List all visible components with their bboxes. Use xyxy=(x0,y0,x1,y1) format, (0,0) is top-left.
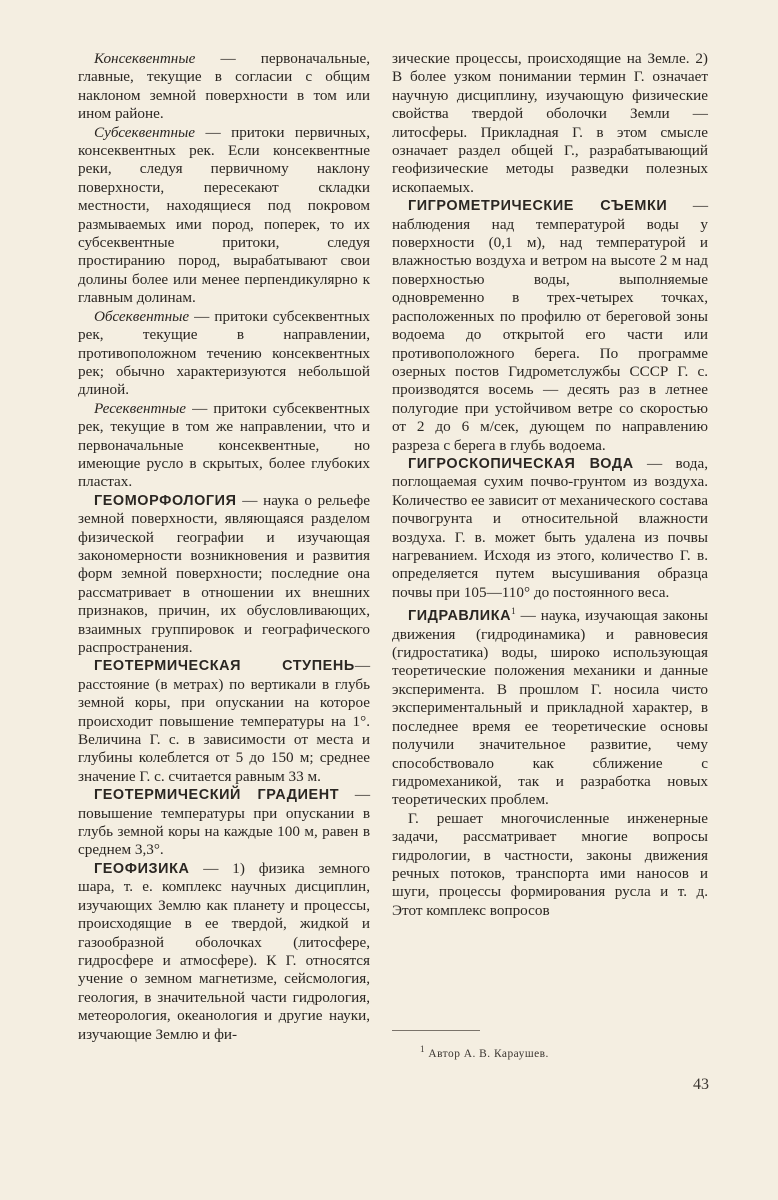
entry-term: Ресеквентные xyxy=(93,399,187,417)
entry-term: ГЕОТЕРМИЧЕСКАЯ СТУПЕНЬ xyxy=(93,658,355,675)
entry-geotermicheskaya-stupen xyxy=(78,657,370,786)
entry-gidravlika-paragraph-2: Г. решает многочисленные инженерные задачи, рассматривает многие вопросы гидрологии, в частности, законы движения речных потоков, транспорта ими наносов и шуги, процессы формирования русла и т. д. Этот комплекс вопросов xyxy=(392,809,708,919)
entry-term: Обсеквентные xyxy=(93,307,190,325)
footnote-mark: 1 xyxy=(420,1044,425,1054)
entry-geotermicheskiy-gradient xyxy=(78,786,370,860)
entry-resekventnye xyxy=(78,400,370,492)
entry-text: — повышение температуры при опускании в глубь земной коры на каждые 100 м, равен в среднем 3,3°. xyxy=(78,786,370,859)
footnote-text: Автор А. В. Караушев. xyxy=(428,1047,549,1060)
footnote-reference[interactable]: 1 xyxy=(511,606,516,617)
entry-term: Консеквентные xyxy=(93,50,196,67)
entry-term: ГЕОТЕРМИЧЕСКИЙ ГРАДИЕНТ xyxy=(93,787,340,804)
entry-geofizika-continued: зические процессы, происходящие на Земле. 2) В более узком понимании термин Г. означает научную дисциплину, изучающую физические свойства твердой оболочки Земли — литосферы. Прикладная Г. в этом смысле означает раздел общей Г., разрабатывающий геофизические методы разведки полезных ископаемых. xyxy=(392,50,708,196)
right-column xyxy=(392,50,708,920)
entry-geomorfologiya xyxy=(78,492,370,658)
entry-text: — наука, изучающая законы движения (гидродинамика) и равновесия (гидростатика) воды, широко использующая теоретические положения механики и данные эксперимента. В прошлом Г. носила чисто экспериментальный и прикладной характер, в последнее время ее теоретические основы получили значительное развитие, чему способствовало как сближение с гидромеханикой, так и разработка новых теоретических проблем. xyxy=(392,607,708,809)
entry-gigroskopicheskaya-voda xyxy=(392,455,708,602)
entry-text: — притоки первичных, консеквентных рек. Если консеквентные реки, следуя первичному наклону поверхности, пересекают складки местности, находящиеся под покровом размываемых ими пород, поперек, то их субсеквентные притоки, следуя простиранию пород, вырабатывают свои долины более или менее перпендикулярно к главным долинам. xyxy=(78,123,370,307)
entry-text: — 1) физика земного шара, т. е. комплекс научных дисциплин, изучающих Землю как планету и процессы, происходящие в ее твердой, жидкой и газообразной оболочках (литосфере, гидросфере и атмосфере). К Г. относятся учение о земном магнетизме, сейсмология, геология, в значительной части гидрология, метеорология, океанология и другие науки, изучающие Землю и фи- xyxy=(78,859,370,1043)
entry-text: — наблюдения над температурой воды у поверхности (0,1 м), над температурой и влажностью воздуха и ветром на высоте 2 м над поверхностью воды, выполняемые одновременно в трех-четырех точках, расположенных по профилю от береговой зоны водоема до открытой его части или противоположного берега. По программе озерных постов Гидрометслужбы СССР Г. с. производятся восемь — десять раз в летнее полугодие при устойчивом ветре со скоростью от 2 до 6 м/сек, дующем по направлению разреза с берега в глубь водоема. xyxy=(392,197,709,454)
page-number: 43 xyxy=(693,1076,709,1093)
left-column xyxy=(78,50,370,1044)
entry-text: — первоначальные, главные, текущие в согласии с общим наклоном земной поверхности в том или ином районе. xyxy=(78,50,370,123)
entry-text: — притоки субсеквентных рек, текущие в направлении, противоположном течению консеквентных рек; обычно характеризуются небольшой длиной. xyxy=(78,307,370,399)
entry-gidravlika xyxy=(392,602,708,810)
entry-text: — притоки субсеквентных рек, текущие в том же направлении, что и первоначальные консеквентные, но имеющие русло в скрытых, более глубоких пластах. xyxy=(78,399,370,491)
footnote-divider xyxy=(392,1030,480,1031)
entry-term: ГИДРАВЛИКА xyxy=(407,608,512,625)
entry-subsekventnye xyxy=(78,124,370,308)
entry-term: ГЕОФИЗИКА xyxy=(93,860,190,877)
entry-term: Субсеквентные xyxy=(93,123,196,141)
entry-text: — расстояние (в метрах) по вертикали в глубь земной коры, при опускании на которое происходит повышение температуры на 1°. Величина Г. с. в зависимости от места и глубины колеблется от 5 до 150 м; среднее значение Г. с. считается равным 33 м. xyxy=(78,657,370,785)
entry-text: — вода, поглощаемая сухим почво-грунтом из воздуха. Количество ее зависит от механического состава почвогрунта и относительной влажности воздуха. Г. в. может быть удалена из почвы нагреванием. Исходя из этого, количество Г. в. определяется путем высушивания образца почвы при 105—110° до постоянного веса. xyxy=(392,454,708,601)
entry-term: ГИГРОМЕТРИЧЕСКИЕ СЪЕМКИ xyxy=(407,198,668,215)
entry-term: ГЕОМОРФОЛОГИЯ xyxy=(93,492,237,509)
footnote xyxy=(420,1044,549,1060)
entry-geofizika xyxy=(78,860,370,1044)
entry-text: — наука о рельефе земной поверхности, являющаяся разделом физической географии и изучающая закономерности возникновения и развития форм земной поверхности; последние она рассматривает в отношении их внешних признаков, причин, их обусловливающих, взаимных группировок и географического распространения. xyxy=(78,491,370,656)
entry-konsekventnye xyxy=(78,50,370,124)
entry-term: ГИГРОСКОПИЧЕСКАЯ ВОДА xyxy=(407,455,634,472)
entry-gigrometricheskie-semki xyxy=(392,197,708,455)
entry-obsekventnye xyxy=(78,308,370,400)
